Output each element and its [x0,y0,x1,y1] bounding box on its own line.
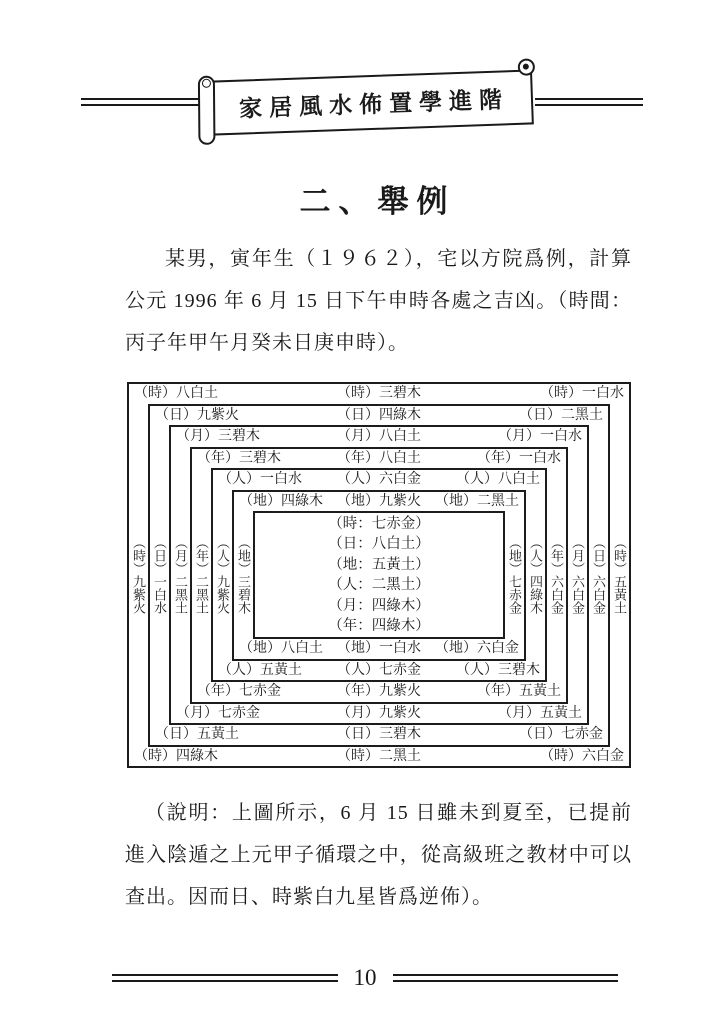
grid-cell-label: （月）七赤金 [176,705,260,721]
grid-cell-label: （日）二黑土 [519,407,603,423]
grid-cell-label: （地）二黑土 [435,493,519,509]
diagram-ring-di [232,490,526,661]
grid-cell-label: （人）五黃土 [218,662,302,678]
grid-cell-label: （月）三碧木 [176,429,260,445]
grid-cell-label: （地）七赤金 [507,536,522,614]
grid-cell-label: （年）三碧木 [197,450,281,466]
header-rule-left [81,98,209,106]
grid-cell-label: （地）六白金 [435,641,519,657]
diagram-center-box [253,511,505,639]
grid-cell-label: （日）一白水 [152,536,167,614]
ring-bottom-row [129,747,629,767]
page-header [0,62,724,142]
grid-cell-label: （日）九紫火 [155,407,239,423]
grid-cell-label: （時）九紫火 [131,536,146,614]
explanation-note: （說明：上圖所示，6 月 15 日雖未到夏至，已提前進入陰遁之上元甲子循環之中，從高級班之教材中可以查出。因而日、時紫白九星皆爲逆佈）。 [125,802,632,908]
grid-cell-label: （地）九紫火 [337,493,421,509]
grid-cell-label: （年）九紫火 [337,684,421,700]
grid-cell-label: （日）七赤金 [519,727,603,743]
grid-cell-label: （時）一白水 [540,386,624,402]
ring-bottom-row [213,661,545,681]
grid-cell-label: （年）六白金 [549,536,564,614]
grid-cell-label: （月）一白水 [498,429,582,445]
grid-cell-label: （年）二黑土 [194,536,209,614]
grid-cell-label: （年）八白土 [337,450,421,466]
center-value: （日：八白土） [328,536,430,552]
grid-cell-label: （人）七赤金 [337,662,421,678]
grid-cell-label: （人）三碧木 [456,662,540,678]
grid-cell-label: （日）六白金 [591,536,606,614]
grid-cell-label: （年）五黃土 [477,684,561,700]
nine-star-grid-diagram [127,382,631,768]
center-value: （人：二黑土） [328,577,430,593]
ring-top-row [192,449,566,469]
grid-cell-label: （月）六白金 [570,536,585,614]
grid-cell-label: （時）八白土 [134,386,218,402]
scroll-curl-icon [518,58,536,76]
grid-cell-label: （時）三碧木 [337,386,421,402]
grid-cell-label: （人）四綠木 [528,536,543,614]
grid-cell-label: （日）五黃土 [155,727,239,743]
ring-top-row [129,384,629,404]
page-number: 10 [353,965,377,990]
diagram-ring-yue [169,425,589,725]
grid-cell-label: （日）四綠木 [337,407,421,423]
grid-cell-label: （時）六白金 [540,748,624,764]
grid-cell-label: （時）五黃土 [612,536,627,614]
grid-cell-label: （地）四綠木 [239,493,323,509]
center-value: （年：四綠木） [328,618,430,634]
grid-cell-label: （日）三碧木 [337,727,421,743]
ring-top-row [150,406,608,426]
center-value: （月：四綠木） [328,597,430,614]
intro-paragraph: 某男，寅年生（１９６２），宅以方院爲例，計算公元 1996 年 6 月 15 日下午申時各處之吉凶。（時間：丙子年甲午月癸未日庚申時）。 [125,248,632,354]
grid-cell-label: （人）六白金 [337,472,421,488]
grid-cell-label: （年）一白水 [477,450,561,466]
center-value: （時：七赤金） [328,515,430,532]
diagram-ring-shi [127,382,631,768]
footer-rule-right [393,974,619,982]
page-footer [112,958,618,998]
grid-cell-label: （地）一白水 [337,641,421,657]
section-heading: 二、舉例 [299,184,456,219]
grid-cell-label: （月）八白土 [337,429,421,445]
grid-cell-label: （時）四綠木 [134,748,218,764]
center-value: （地：五黃土） [328,556,430,573]
ring-bottom-row [192,682,566,702]
diagram-ring-nian [190,447,568,704]
grid-cell-label: （年）七赤金 [197,684,281,700]
diagram-ring-ri [148,404,610,747]
grid-cell-label: （月）二黑土 [173,536,188,614]
grid-cell-label: （人）一白水 [218,472,302,488]
footer-rule-left [112,974,338,982]
grid-cell-label: （地）八白土 [239,641,323,657]
grid-cell-label: （時）二黑土 [337,748,421,764]
grid-cell-label: （月）九紫火 [337,705,421,721]
ring-top-row [213,470,545,490]
diagram-ring-ren [211,468,547,682]
ring-top-row [171,427,587,447]
title-scroll-banner [210,69,534,135]
scroll-roll-icon [198,75,216,144]
ring-top-row [234,492,524,512]
ring-bottom-row [171,704,587,724]
header-rule-right [535,98,643,106]
ring-bottom-row [150,725,608,745]
book-title: 家居風水佈置學進階 [238,86,510,122]
grid-cell-label: （月）五黃土 [498,705,582,721]
grid-cell-label: （人）八白土 [456,472,540,488]
grid-cell-label: （地）三碧木 [236,536,251,614]
ring-bottom-row [234,639,524,659]
grid-cell-label: （人）九紫火 [215,536,230,614]
